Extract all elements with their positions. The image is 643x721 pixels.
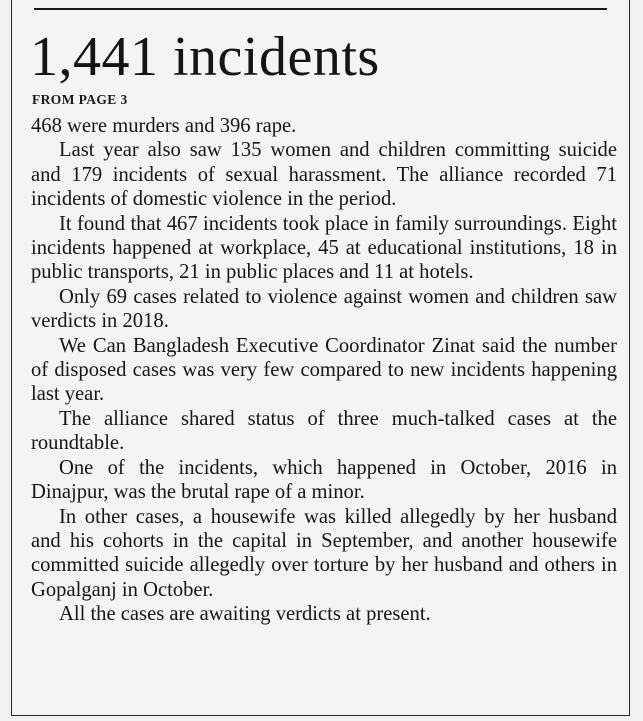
paragraph: 468 were murders and 396 rape. [31,115,297,137]
paragraph: In other cases, a housewife was killed allegedly by her husband and his cohorts in the capital in September, and another housewife committed suicide allegedly over torture by her husband and others in Gopalganj in October. [31,505,617,601]
continued-from-label: FROM PAGE 3 [32,92,128,107]
headline: 1,441 incidents [30,26,380,88]
paragraph: One of the incidents, which happened in October, 2016 in Dinajpur, was the brutal rape of a minor. [31,456,617,504]
top-rule [34,8,607,10]
article-body [31,114,617,627]
paragraph: It found that 467 incidents took place in family surroundings. Eight incidents happened at workplace, 45 at educational institutions, 18 in public transports, 21 in public places and 11 at hotels. [31,212,617,284]
paragraph: All the cases are awaiting verdicts at present. [59,603,431,626]
paragraph: Only 69 cases related to violence against women and children saw verdicts in 2018. [31,285,617,333]
paragraph: Last year also saw 135 women and children committing suicide and 179 incidents of sexual harassment. The alliance recorded 71 incidents of domestic violence in the period. [31,139,617,211]
paragraph: The alliance shared status of three much-talked cases at the roundtable. [31,407,617,455]
paragraph: We Can Bangladesh Executive Coordinator Zinat said the number of disposed cases was very few compared to new incidents happening last year. [31,334,617,406]
